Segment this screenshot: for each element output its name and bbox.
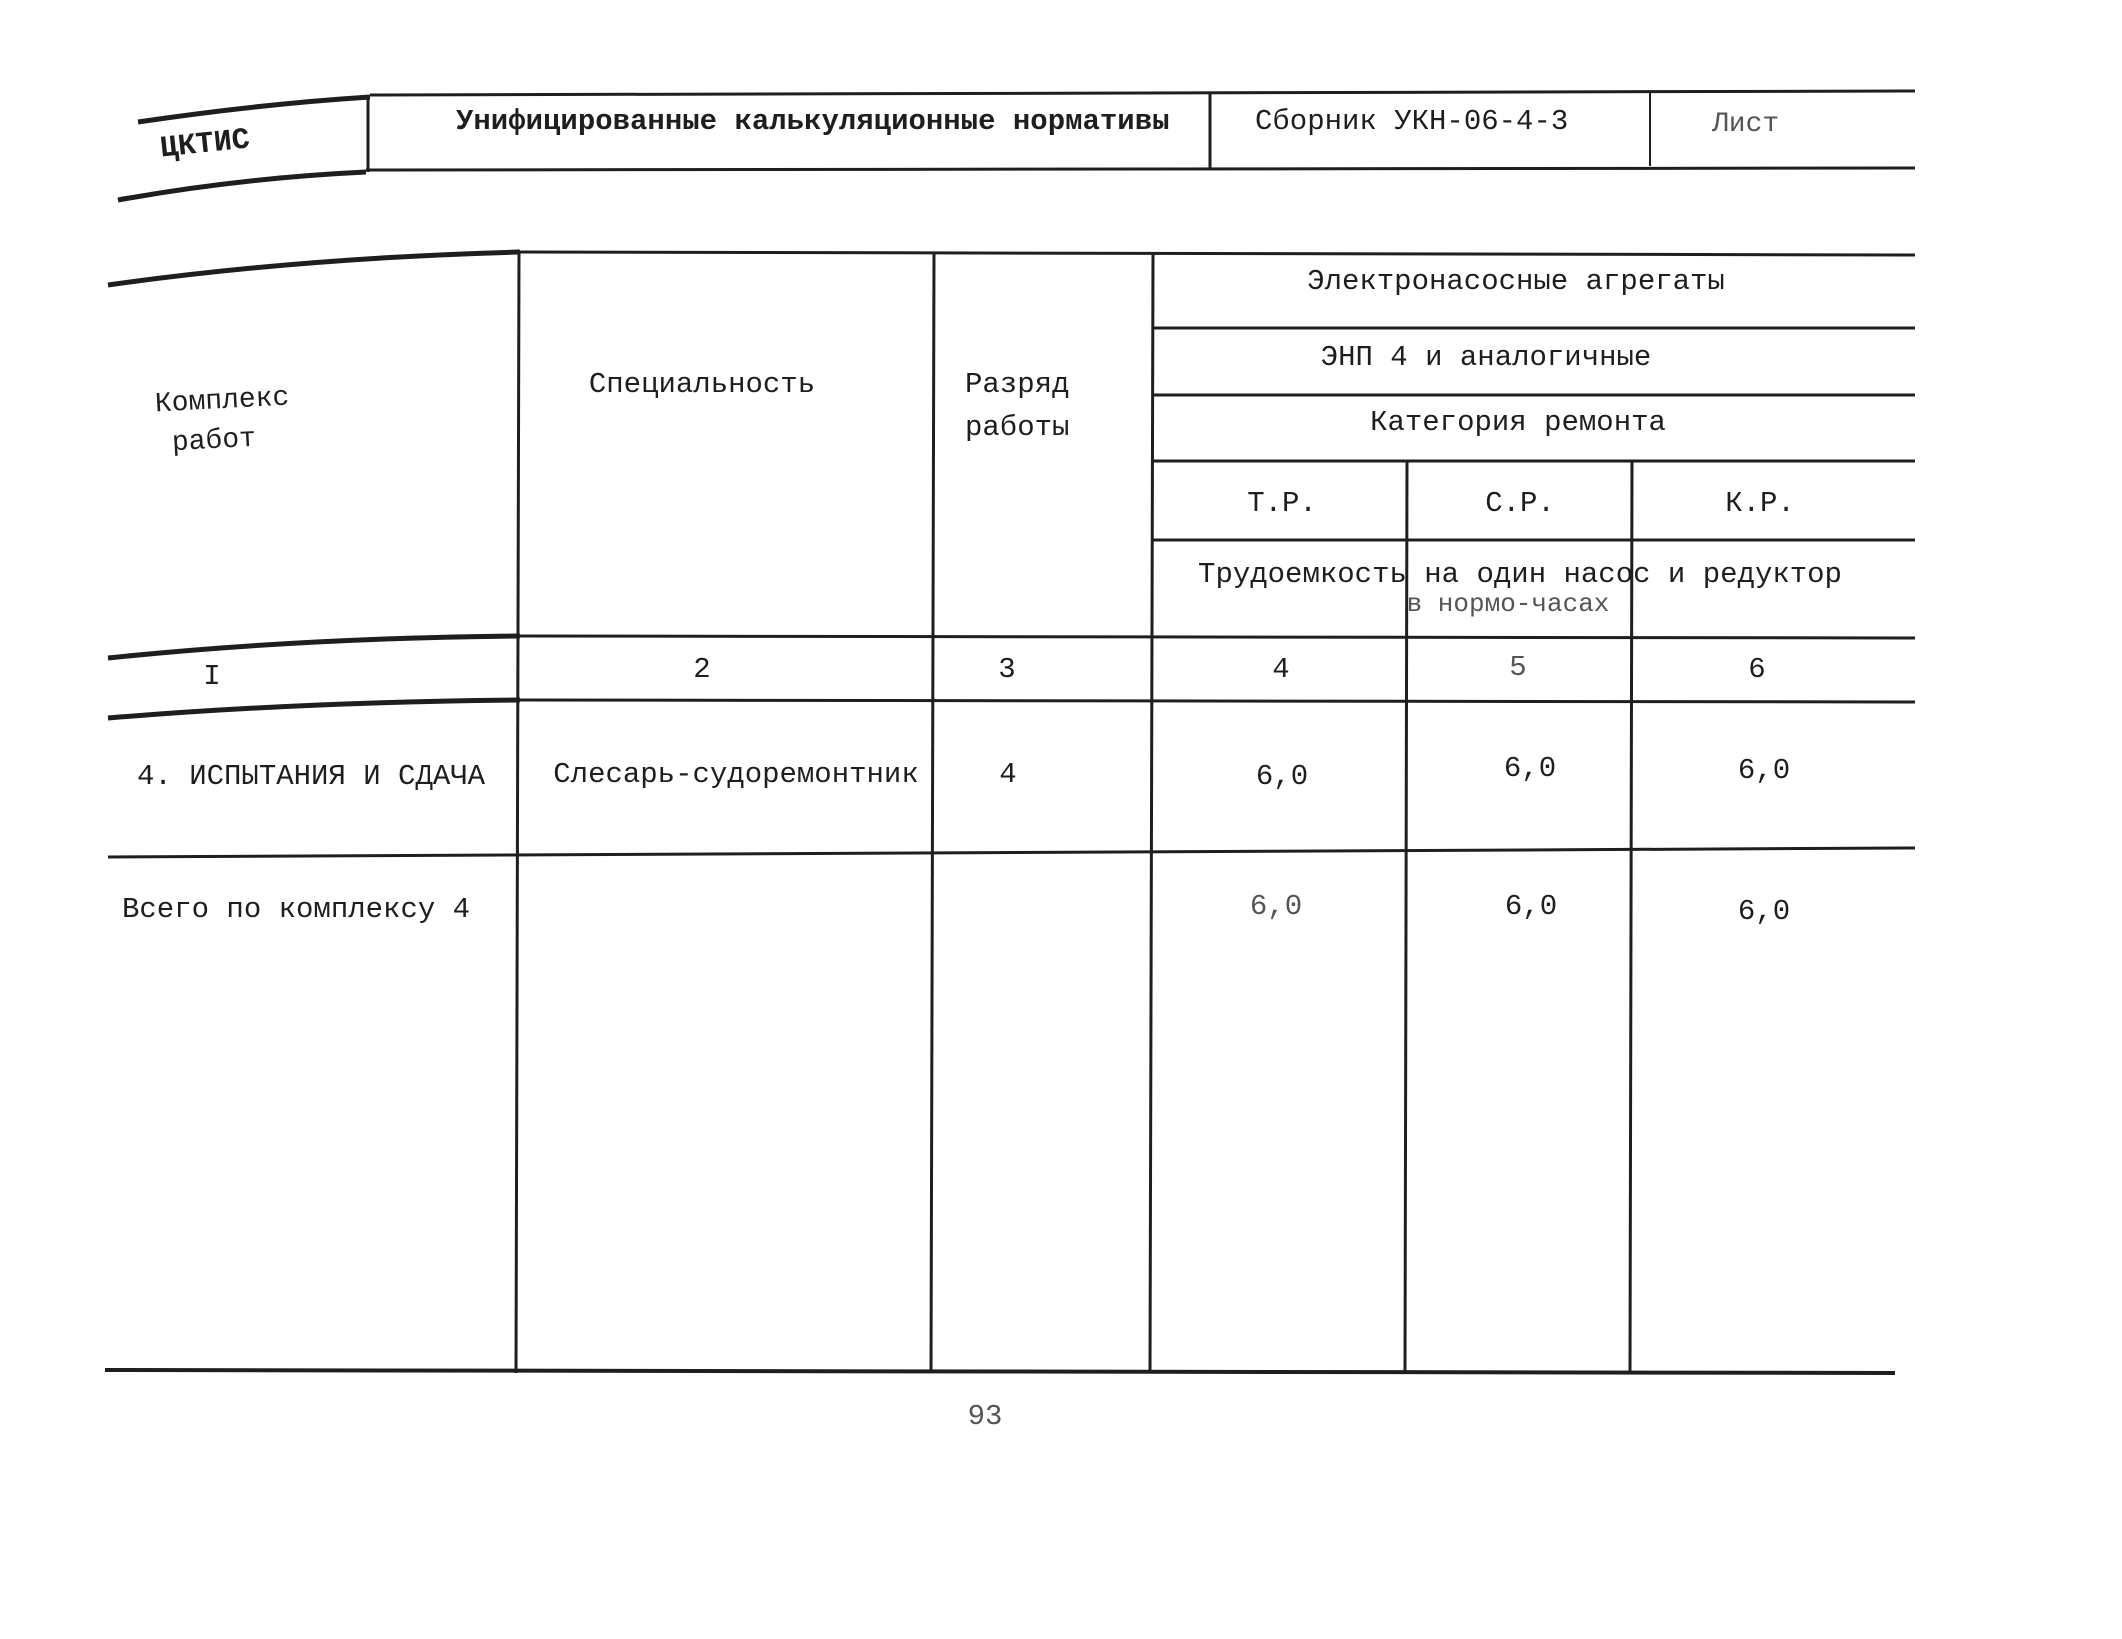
colnum-4: 4 bbox=[1272, 653, 1290, 686]
row-complex: 4. ИСПЫТАНИЯ И СДАЧА bbox=[137, 760, 486, 793]
labor-note-line1: Трудоемкость на один насос и редуктор bbox=[1198, 558, 1842, 591]
page-number: 93 bbox=[967, 1400, 1003, 1433]
group-header: Электронасосные агрегаты bbox=[1307, 265, 1725, 298]
row-tr: 6,0 bbox=[1255, 760, 1309, 793]
row-grade: 4 bbox=[999, 758, 1017, 791]
header-org: ЦКТИС bbox=[158, 123, 252, 167]
header-collection: Сборник УКН-06-4-3 bbox=[1255, 105, 1569, 138]
row-kr: 6,0 bbox=[1737, 754, 1791, 787]
row-specialty: Слесарь-судоремонтник bbox=[553, 758, 919, 791]
category-kr: К.Р. bbox=[1725, 487, 1795, 520]
colnum-5: 5 bbox=[1509, 651, 1527, 684]
col3-header-line1: Разряд bbox=[965, 368, 1070, 401]
category-sr: С.Р. bbox=[1485, 487, 1555, 520]
subgroup-header: ЭНП 4 и аналогичные bbox=[1320, 341, 1652, 374]
colnum-3: 3 bbox=[998, 653, 1016, 686]
col2-header: Специальность bbox=[588, 368, 816, 401]
category-header: Категория ремонта bbox=[1370, 406, 1666, 439]
colnum-1: I bbox=[203, 660, 221, 693]
header-title: Унифицированные калькуляционные нормативы bbox=[456, 105, 1170, 138]
total-sr: 6,0 bbox=[1504, 890, 1558, 923]
header-sheet-label: Лист bbox=[1712, 109, 1780, 140]
colnum-6: 6 bbox=[1748, 653, 1766, 686]
total-label: Всего по комплексу 4 bbox=[122, 893, 471, 926]
col1-header-line2: работ bbox=[171, 423, 257, 460]
colnum-2: 2 bbox=[693, 653, 711, 686]
labor-note-line2: в нормо-часах bbox=[1406, 589, 1610, 619]
col1-header-line1: Комплекс bbox=[154, 382, 291, 421]
total-kr: 6,0 bbox=[1737, 895, 1791, 928]
category-tr: Т.Р. bbox=[1247, 487, 1317, 520]
total-tr: 6,0 bbox=[1249, 890, 1303, 923]
col3-header-line2: работы bbox=[965, 411, 1070, 444]
row-sr: 6,0 bbox=[1503, 752, 1557, 785]
